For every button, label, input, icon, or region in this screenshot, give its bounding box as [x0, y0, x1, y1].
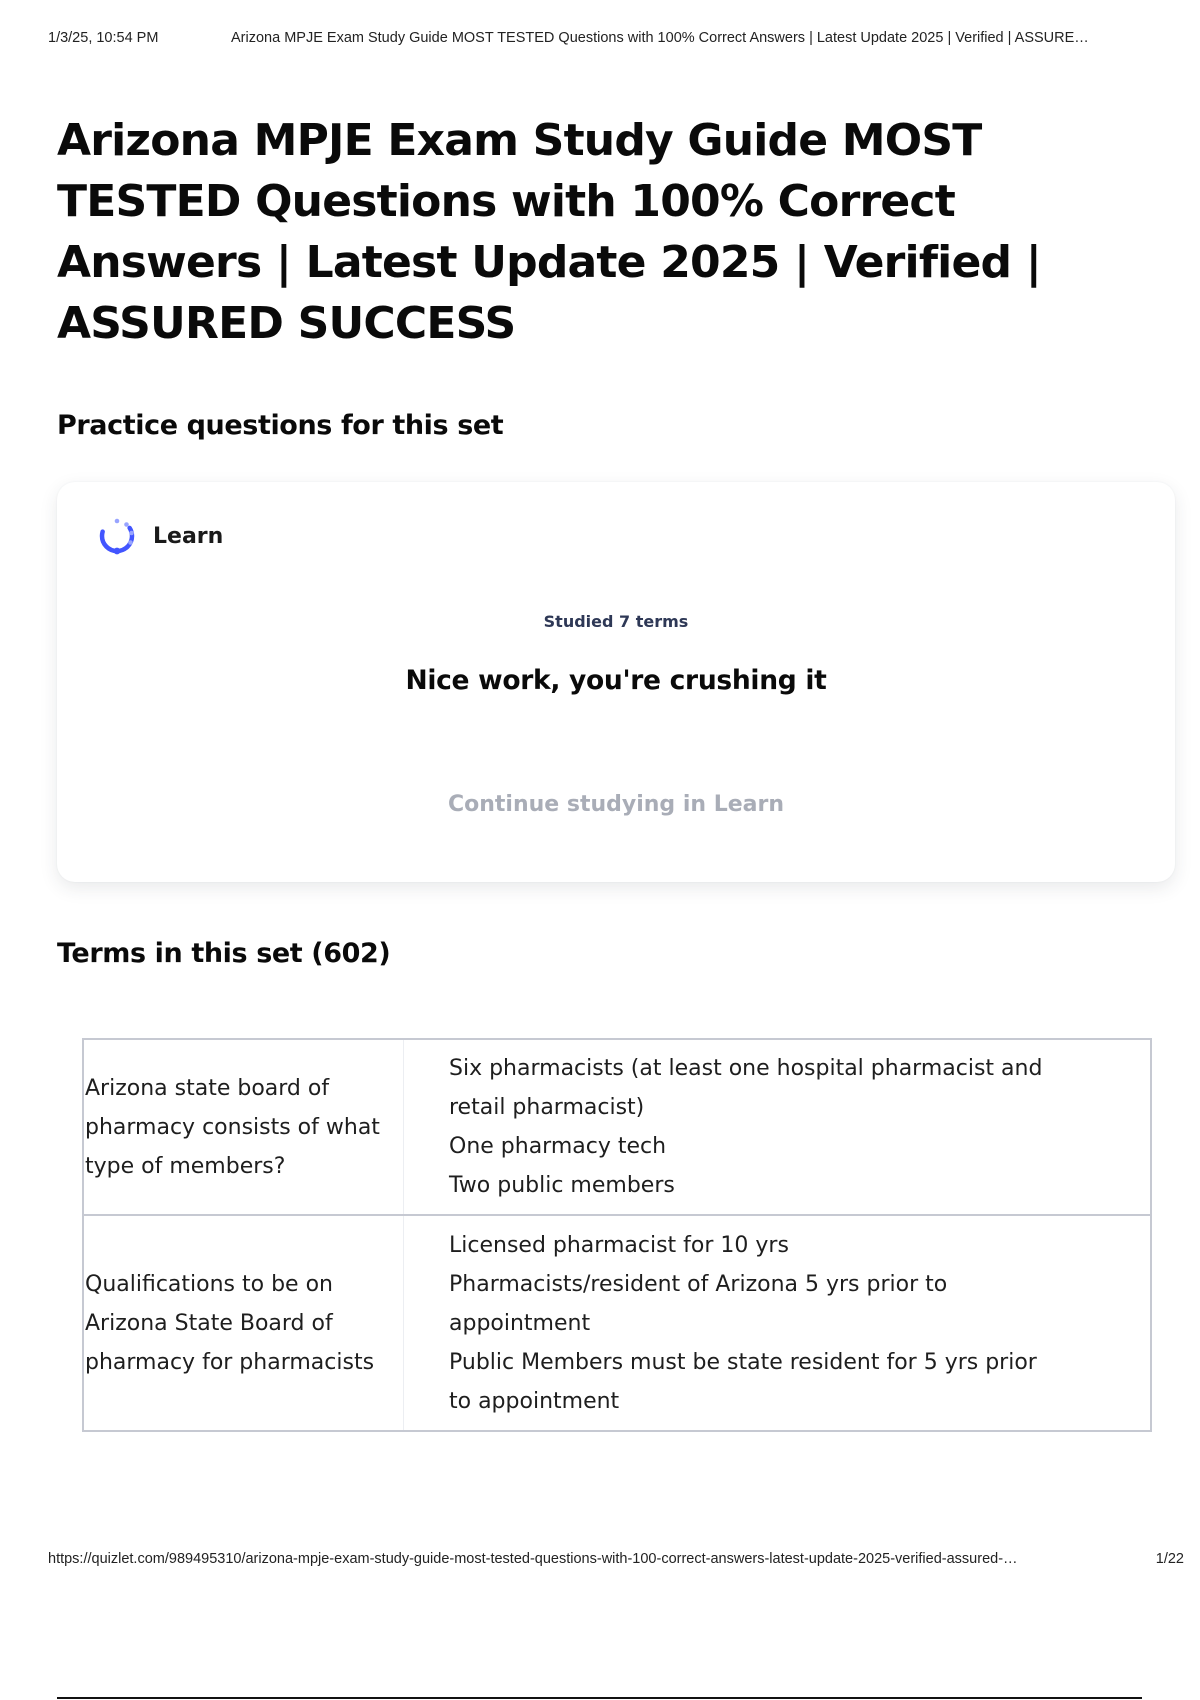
definition-line: Licensed pharmacist for 10 yrs	[449, 1232, 789, 1258]
definition-line: Pharmacists/resident of Arizona 5 yrs prior to	[449, 1271, 948, 1297]
progress-message: Nice work, you're crushing it	[405, 665, 827, 696]
definition-line: Six pharmacists (at least one hospital pharmacist and	[449, 1056, 1043, 1081]
terms-heading: Terms in this set (602)	[57, 938, 391, 969]
definition-line: Public Members must be state resident for 5 yrs prior	[449, 1349, 1037, 1375]
page-number: 1/22	[1155, 1551, 1184, 1567]
definition-line: Two public members	[449, 1173, 675, 1198]
term-cell: Arizona state board of pharmacy consists of what type of members?	[83, 1039, 404, 1215]
table-row	[83, 1039, 1151, 1215]
divider	[57, 1697, 1142, 1699]
continue-learn-button[interactable]: Continue studying in Learn	[447, 792, 784, 817]
print-doc-title: Arizona MPJE Exam Study Guide MOST TESTED Questions with 100% Correct Answers | Latest Update 2025 | Verified | ASSURE…	[231, 30, 1089, 46]
terms-table	[82, 1038, 1152, 1432]
definition-line: to appointment	[449, 1388, 620, 1414]
print-url: https://quizlet.com/989495310/arizona-mpje-exam-study-guide-most-tested-questions-with-100-correct-answers-latest-update-2025-verified-assured-…	[48, 1551, 1018, 1567]
learn-progress-icon	[95, 514, 139, 558]
definition-line: retail pharmacist)	[449, 1095, 645, 1120]
learn-card	[57, 482, 1175, 882]
learn-header[interactable]	[95, 514, 223, 558]
learn-label: Learn	[153, 523, 224, 549]
print-footer	[48, 1551, 1184, 1571]
definition-cell	[404, 1215, 1152, 1431]
practice-heading: Practice questions for this set	[57, 410, 504, 441]
definition-cell	[404, 1039, 1152, 1215]
studied-count: Studied 7 terms	[543, 612, 689, 631]
definition-line: appointment	[449, 1310, 591, 1336]
print-header	[48, 30, 1184, 50]
print-date: 1/3/25, 10:54 PM	[48, 30, 159, 46]
definition-line: One pharmacy tech	[449, 1134, 667, 1159]
page-title: Arizona MPJE Exam Study Guide MOST TESTED Questions with 100% Correct Answers | Latest Update 2025 | Verified | ASSURED SUCCESS	[57, 115, 1041, 349]
term-cell: Qualifications to be on Arizona State Board of pharmacy for pharmacists	[83, 1215, 404, 1431]
table-row	[83, 1215, 1151, 1431]
